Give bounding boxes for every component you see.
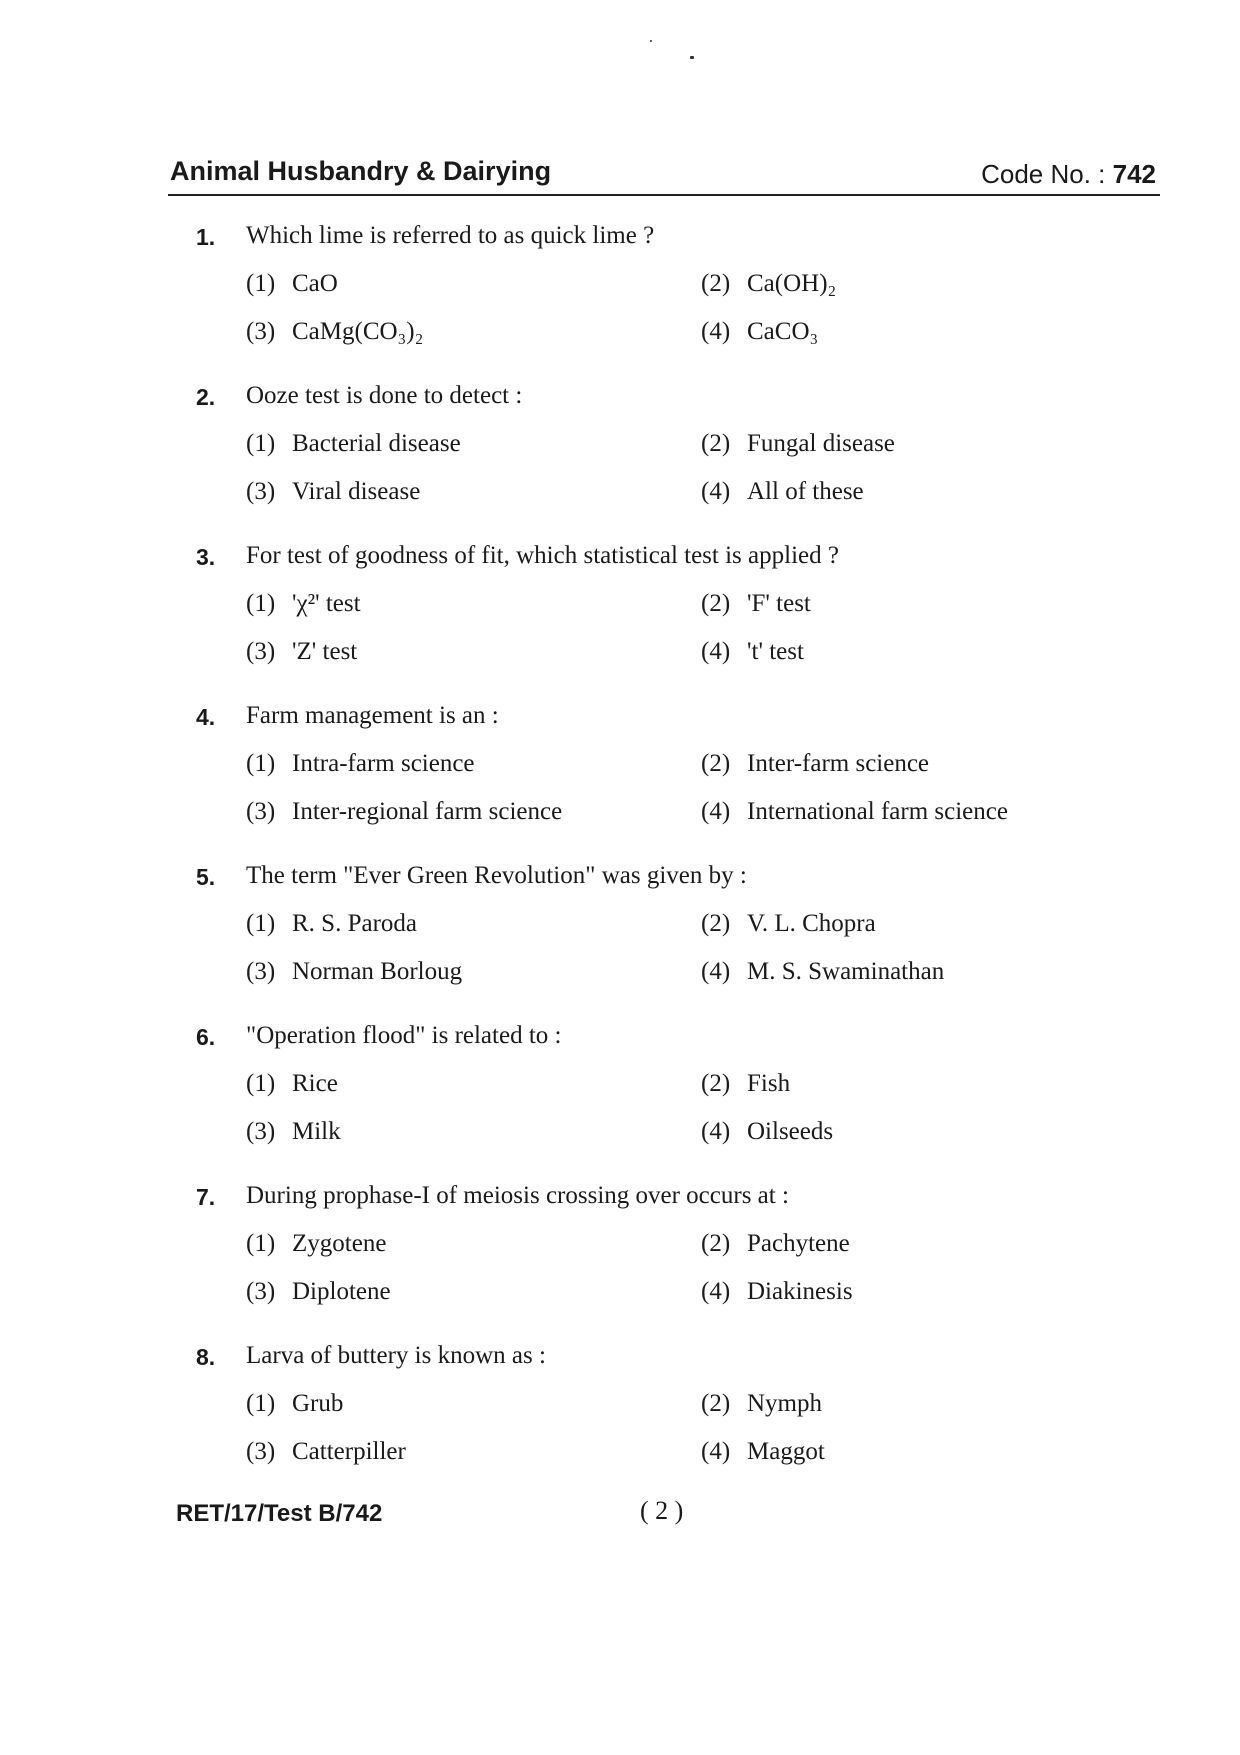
option-text: Maggot	[747, 1438, 825, 1465]
question-item	[196, 376, 1096, 536]
option-number: (2)	[701, 590, 731, 617]
option-text: Fungal disease	[747, 430, 895, 457]
option-number: (3)	[246, 638, 276, 665]
option-text: Fish	[747, 1070, 791, 1097]
option-number: (1)	[246, 270, 276, 297]
answer-option	[246, 1230, 386, 1258]
option-text: Grub	[292, 1390, 344, 1417]
option-number: (3)	[246, 958, 276, 985]
option-text: Rice	[292, 1070, 338, 1097]
code-label: Code No. :	[981, 159, 1106, 189]
code-number	[981, 159, 1156, 190]
option-number: (2)	[701, 270, 731, 297]
question-number: 7.	[196, 1184, 216, 1210]
option-number: (3)	[246, 1118, 276, 1145]
answer-option	[701, 1230, 850, 1258]
answer-option	[246, 1390, 343, 1418]
question-item	[196, 1176, 1096, 1336]
option-text: R. S. Paroda	[292, 910, 417, 937]
question-item	[196, 1336, 1096, 1496]
booklet-code: RET/17/Test B/742	[176, 1500, 383, 1527]
option-number: (4)	[701, 798, 731, 825]
question-number: 1.	[196, 224, 216, 250]
question-text: For test of goodness of fit, which statistical test is applied ?	[246, 542, 839, 569]
option-number: (1)	[246, 750, 276, 777]
option-text: CaMg(CO₃)₂	[292, 318, 424, 345]
option-text: CaO	[292, 270, 338, 297]
answer-option	[246, 1278, 391, 1306]
answer-option	[701, 1438, 825, 1466]
question-item	[196, 1016, 1096, 1176]
option-number: (4)	[701, 318, 731, 345]
answer-option	[246, 1070, 338, 1098]
answer-option	[246, 1118, 341, 1146]
option-number: (1)	[246, 430, 276, 457]
answer-option	[701, 590, 811, 618]
option-text: Ca(OH)₂	[747, 270, 837, 297]
option-number: (3)	[246, 318, 276, 345]
option-text: Diakinesis	[747, 1278, 853, 1305]
answer-option	[701, 1070, 790, 1098]
page-number: ( 2 )	[640, 1496, 684, 1525]
answer-option	[701, 1390, 822, 1418]
answer-option	[701, 958, 944, 986]
option-text: 'Z' test	[292, 638, 358, 665]
option-number: (4)	[701, 478, 731, 505]
question-text: Larva of buttery is known as :	[246, 1342, 546, 1369]
option-text: V. L. Chopra	[747, 910, 876, 937]
option-number: (1)	[246, 910, 276, 937]
question-text: The term "Ever Green Revolution" was given by :	[246, 862, 747, 889]
option-number: (4)	[701, 1278, 731, 1305]
option-text: All of these	[747, 478, 864, 505]
code-value: 742	[1112, 159, 1156, 189]
option-number: (3)	[246, 798, 276, 825]
question-text: Farm management is an :	[246, 702, 499, 729]
option-number: (3)	[246, 1438, 276, 1465]
question-number: 8.	[196, 1344, 216, 1370]
answer-option	[246, 270, 338, 298]
answer-option	[701, 750, 929, 778]
answer-option	[701, 318, 818, 346]
question-number: 3.	[196, 544, 216, 570]
option-number: (1)	[246, 590, 276, 617]
question-text: Ooze test is done to detect :	[246, 382, 523, 409]
option-number: (2)	[701, 1390, 731, 1417]
option-text: 'F' test	[747, 590, 811, 617]
question-item	[196, 696, 1096, 856]
question-number: 6.	[196, 1024, 216, 1050]
option-number: (2)	[701, 430, 731, 457]
option-text: Intra-farm science	[292, 750, 475, 777]
question-text: Which lime is referred to as quick lime ?	[246, 222, 655, 249]
option-text: Catterpiller	[292, 1438, 406, 1465]
answer-option	[701, 478, 864, 506]
question-item	[196, 216, 1096, 376]
option-text: Norman Borloug	[292, 958, 463, 985]
answer-option	[701, 270, 836, 298]
option-number: (4)	[701, 1118, 731, 1145]
answer-option	[246, 798, 562, 826]
option-number: (3)	[246, 1278, 276, 1305]
option-number: (4)	[701, 1438, 731, 1465]
answer-option	[701, 430, 895, 458]
answer-option	[246, 958, 462, 986]
option-number: (3)	[246, 478, 276, 505]
option-text: 't' test	[747, 638, 804, 665]
question-number: 4.	[196, 704, 216, 730]
option-text: Bacterial disease	[292, 430, 461, 457]
question-number: 2.	[196, 384, 216, 410]
option-text: Inter-farm science	[747, 750, 930, 777]
answer-option	[246, 638, 357, 666]
option-number: (4)	[701, 638, 731, 665]
question-text: During prophase-I of meiosis crossing over occurs at :	[246, 1182, 789, 1209]
scan-speck	[690, 56, 694, 59]
scan-speck	[650, 40, 652, 42]
page-header	[168, 150, 1160, 196]
answer-option	[246, 590, 361, 618]
answer-option	[246, 318, 423, 346]
option-text: Diplotene	[292, 1278, 391, 1305]
option-number: (1)	[246, 1070, 276, 1097]
answer-option	[246, 430, 461, 458]
option-number: (2)	[701, 1230, 731, 1257]
option-text: Zygotene	[292, 1230, 387, 1257]
option-text: CaCO₃	[747, 318, 819, 345]
option-number: (2)	[701, 910, 731, 937]
question-list	[196, 216, 1096, 1496]
answer-option	[701, 798, 1008, 826]
option-text: Viral disease	[292, 478, 421, 505]
answer-option	[701, 910, 876, 938]
option-number: (4)	[701, 958, 731, 985]
option-text: Inter-regional farm science	[292, 798, 563, 825]
answer-option	[246, 910, 417, 938]
subject-title: Animal Husbandry & Dairying	[170, 156, 552, 186]
option-text: Oilseeds	[747, 1118, 834, 1145]
question-text: "Operation flood" is related to :	[246, 1022, 562, 1049]
answer-option	[246, 478, 420, 506]
option-text: M. S. Swaminathan	[747, 958, 945, 985]
answer-option	[246, 750, 475, 778]
option-text: Milk	[292, 1118, 341, 1145]
option-number: (1)	[246, 1230, 276, 1257]
option-text: Pachytene	[747, 1230, 850, 1257]
answer-option	[701, 1278, 853, 1306]
question-item	[196, 856, 1096, 1016]
option-text: Nymph	[747, 1390, 822, 1417]
answer-option	[246, 1438, 406, 1466]
option-number: (2)	[701, 1070, 731, 1097]
option-text: 'χ²' test	[292, 590, 361, 617]
option-text: International farm science	[747, 798, 1008, 825]
question-item	[196, 536, 1096, 696]
answer-option	[701, 1118, 833, 1146]
question-number: 5.	[196, 864, 216, 890]
option-number: (1)	[246, 1390, 276, 1417]
option-number: (2)	[701, 750, 731, 777]
answer-option	[701, 638, 804, 666]
